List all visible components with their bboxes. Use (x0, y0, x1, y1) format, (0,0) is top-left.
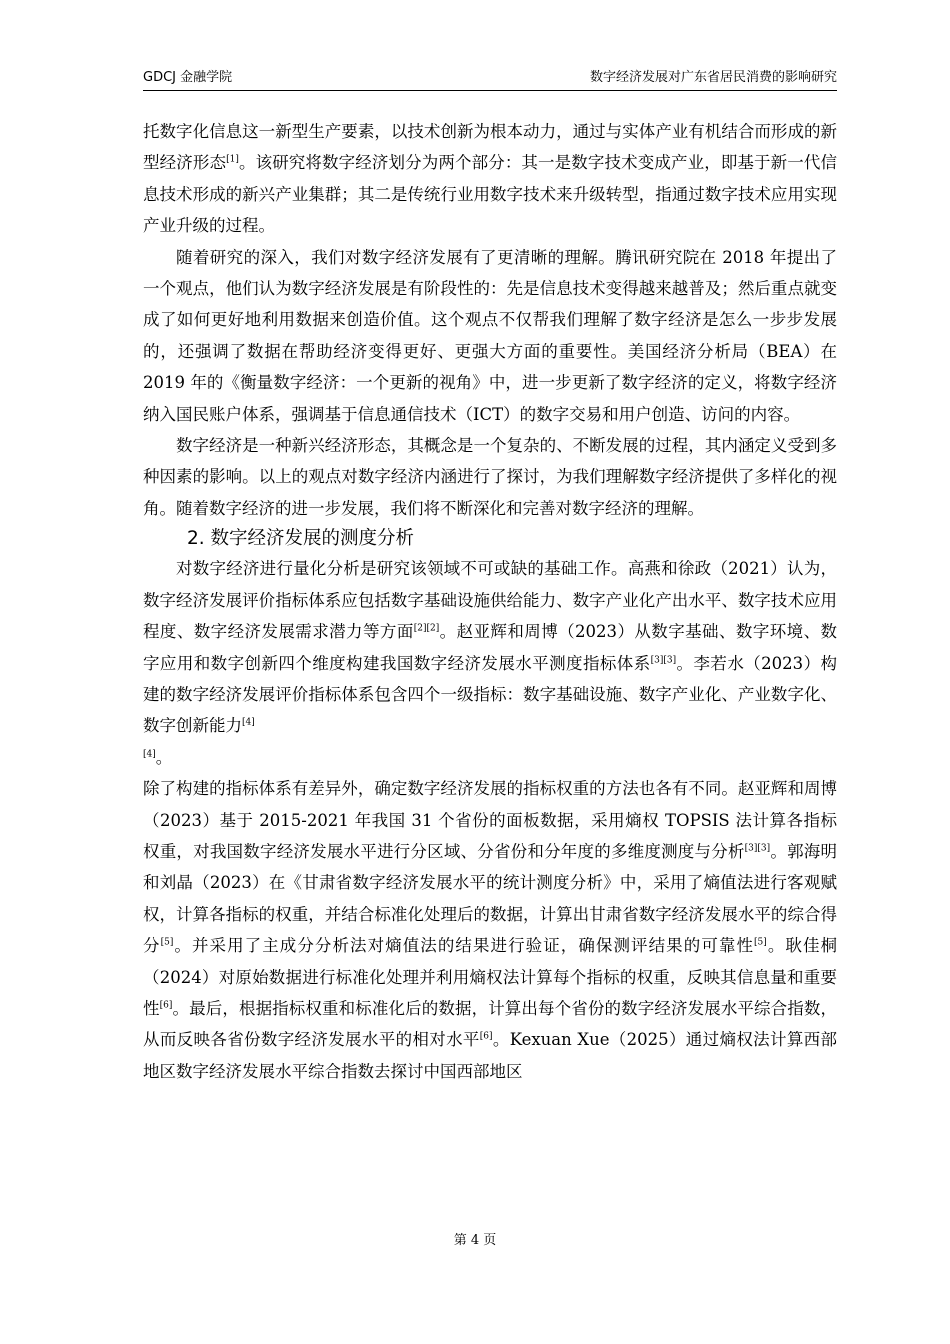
paragraph-1: 托数字化信息这一新型生产要素，以技术创新为根本动力，通过与实体产业有机结合而形成的新型经济形态[1]。该研究将数字经济划分为两个部分：其一是数字技术变成产业，即基于新一代信息技术形成的新兴产业集群；其二是传统行业用数字技术来升级转型，指通过数字技术应用实现产业升级的过程。 (143, 122, 838, 236)
citation-2: [2][2] (413, 623, 440, 634)
paragraph-4: 对数字经济进行量化分析是研究该领域不可或缺的基础工作。高燕和徐政（2021）认为，数字经济发展评价指标体系应包括数字基础设施供给能力、数字产业化产出水平、数字技术应用程度、数字经济发展需求潜力等方面[2][2]。赵亚辉和周博（2023）从数字基础、数字环境、数字应用和数字创新四个维度构建我国数字经济发展水平测度指标体系[3][3]。李若水（2023）构建的数字经济发展评价指标体系包含四个一级指标：数字基础设施、数字产业化、产业数字化、数字创新能力[4] [4]。 (143, 559, 838, 767)
page-body (143, 116, 837, 1087)
citation-6: [6] (159, 1000, 173, 1011)
header-divider (143, 90, 837, 91)
citation-4-repeat: [4] (143, 749, 156, 760)
section-heading: 2. 数字经济发展的测度分析 (187, 528, 415, 550)
header-institution: GDCJ 金融学院 (143, 70, 233, 85)
citation-5: [5] (160, 937, 174, 948)
page-number: 第 4 页 (453, 1233, 497, 1248)
citation-3: [3][3] (650, 655, 677, 665)
citation-1: [1] (226, 154, 239, 165)
citation-5b: [5] (754, 937, 767, 948)
citation-4: [4] (242, 717, 255, 728)
citation-3b: [3][3] (744, 843, 771, 854)
page-header (143, 68, 837, 90)
paragraph-2: 随着研究的深入，我们对数字经济发展有了更清晰的理解。腾讯研究院在 2018 年提出了一个观点，他们认为数字经济发展是有阶段性的：先是信息技术变得越来越普及；然后重点就变成了如何更好地利用数据来创造价值。这个观点不仅帮我们理解了数字经济是怎么一步步发展的，还强调了数据在帮助经济变得更好、更强大方面的重要性。美国经济分析局（BEA）在 2019 年的《衡量数字经济：一个更新的视角》中，进一步更新了数字经济的定义，将数字经济纳入国民账户体系，强调基于信息通信技术（ICT）的数字交易和用户创造、访问的内容。 (143, 247, 837, 424)
header-paper-title: 数字经济发展对广东省居民消费的影响研究 (589, 70, 837, 85)
citation-6b: [6] (479, 1031, 493, 1042)
paragraph-3: 数字经济是一种新兴经济形态，其概念是一个复杂的、不断发展的过程，其内涵定义受到多种因素的影响。以上的观点对数字经济内涵进行了探讨，为我们理解数字经济提供了多样化的视角。随着数字经济的进一步发展，我们将不断深化和完善对数字经济的理解。 (143, 436, 837, 518)
paragraph-5: 除了构建的指标体系有差异外，确定数字经济发展的指标权重的方法也各有不同。赵亚辉和周博（2023）基于 2015-2021 年我国 31 个省份的面板数据，采用熵权 TOPSIS 法计算各指标权重，对我国数字经济发展水平进行分区域、分省份和分年度的多维度测度与分析[3][3]。郭海明和刘晶（2023）在《甘肃省数字经济发展水平的统计测度分析》中，采用了熵值法进行客观赋权，计算各指标的权重，并结合标准化处理后的数据，计算出甘肃省数字经济发展水平的综合得分[5]。并采用了主成分分析法对熵值法的结果进行验证，确保测评结果的可靠性[5]。耿佳桐（2024）对原始数据进行标准化处理并利用熵权法计算每个指标的权重，反映其信息量和重要性[6]。最后，根据指标权重和标准化后的数据，计算出每个省份的数字经济发展水平综合指数，从而反映各省份数字经济发展水平的相对水平[6]。Kexuan Xue（2025）通过熵权法计算西部地区数字经济发展水平综合指数去探讨中国西部地区 (143, 779, 838, 1081)
